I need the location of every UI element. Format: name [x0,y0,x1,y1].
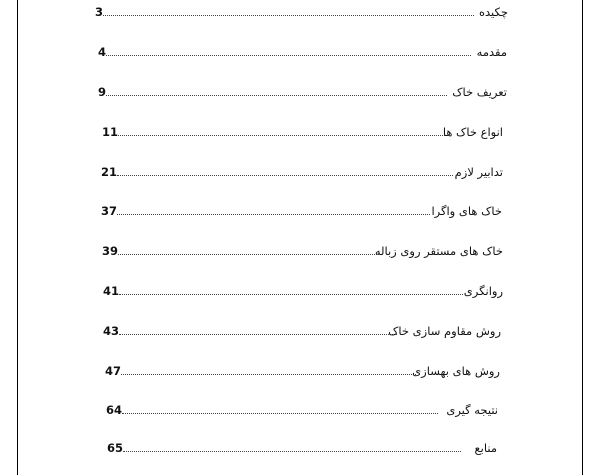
toc-entry-title: مقدمه [476,45,507,59]
toc-leader-dots [106,55,471,56]
toc-entry[interactable] [98,44,507,62]
toc-leader-dots [118,135,445,136]
toc-entry-title: چکیده [479,5,508,19]
toc-leader-dots [103,15,474,16]
toc-page-number: 41 [103,284,120,298]
toc-entry-title: روانگری [463,284,503,298]
toc-entry[interactable] [103,323,501,341]
toc-page-number: 43 [103,324,120,338]
toc-entry-title: خاک های واگرا [431,204,502,218]
toc-page-number: 21 [101,165,118,179]
toc-entry[interactable] [95,4,508,22]
toc-page-number: 3 [95,5,104,19]
toc-page-number: 9 [98,85,107,99]
toc-entry[interactable] [102,243,503,261]
toc-leader-dots [118,254,381,255]
toc-leader-dots [123,451,461,452]
toc-page-number: 39 [102,244,119,258]
toc-entry[interactable] [105,363,500,381]
toc-entry[interactable] [98,84,507,102]
toc-leader-dots [117,175,453,176]
toc-entry[interactable] [106,402,498,420]
toc-leader-dots [117,214,430,215]
toc-page-number: 47 [105,364,122,378]
toc-entry-title: روش های بهسازی [412,364,500,378]
toc-leader-dots [119,334,397,335]
toc-entry-title: خاک های مستقر روی زباله [374,244,503,258]
toc-leader-dots [106,95,447,96]
page-border-right [582,0,583,475]
toc-leader-dots [121,374,416,375]
toc-leader-dots [122,413,438,414]
toc-entry[interactable] [103,283,503,301]
toc-entry-title: تعریف خاک [452,85,507,99]
toc-entry[interactable] [101,203,502,221]
toc-page-number: 65 [107,441,124,455]
toc-entry[interactable] [102,124,503,142]
toc-entry-title: تدابیر لازم [454,165,503,179]
toc-entry-title: روش مقاوم سازی خاک [388,324,501,338]
toc-leader-dots [119,294,463,295]
toc-page-number: 37 [101,204,118,218]
toc-page-number: 64 [106,403,123,417]
toc-entry[interactable] [101,164,503,182]
toc-entry-title: منابع [474,441,497,455]
page-border-left [17,0,18,475]
toc-entry[interactable] [107,440,497,458]
toc-page-number: 11 [102,125,119,139]
toc-page-number: 4 [98,45,107,59]
toc-entry-title: نتیجه گیری [446,403,498,417]
toc-entry-title: انواع خاک ها [442,125,503,139]
